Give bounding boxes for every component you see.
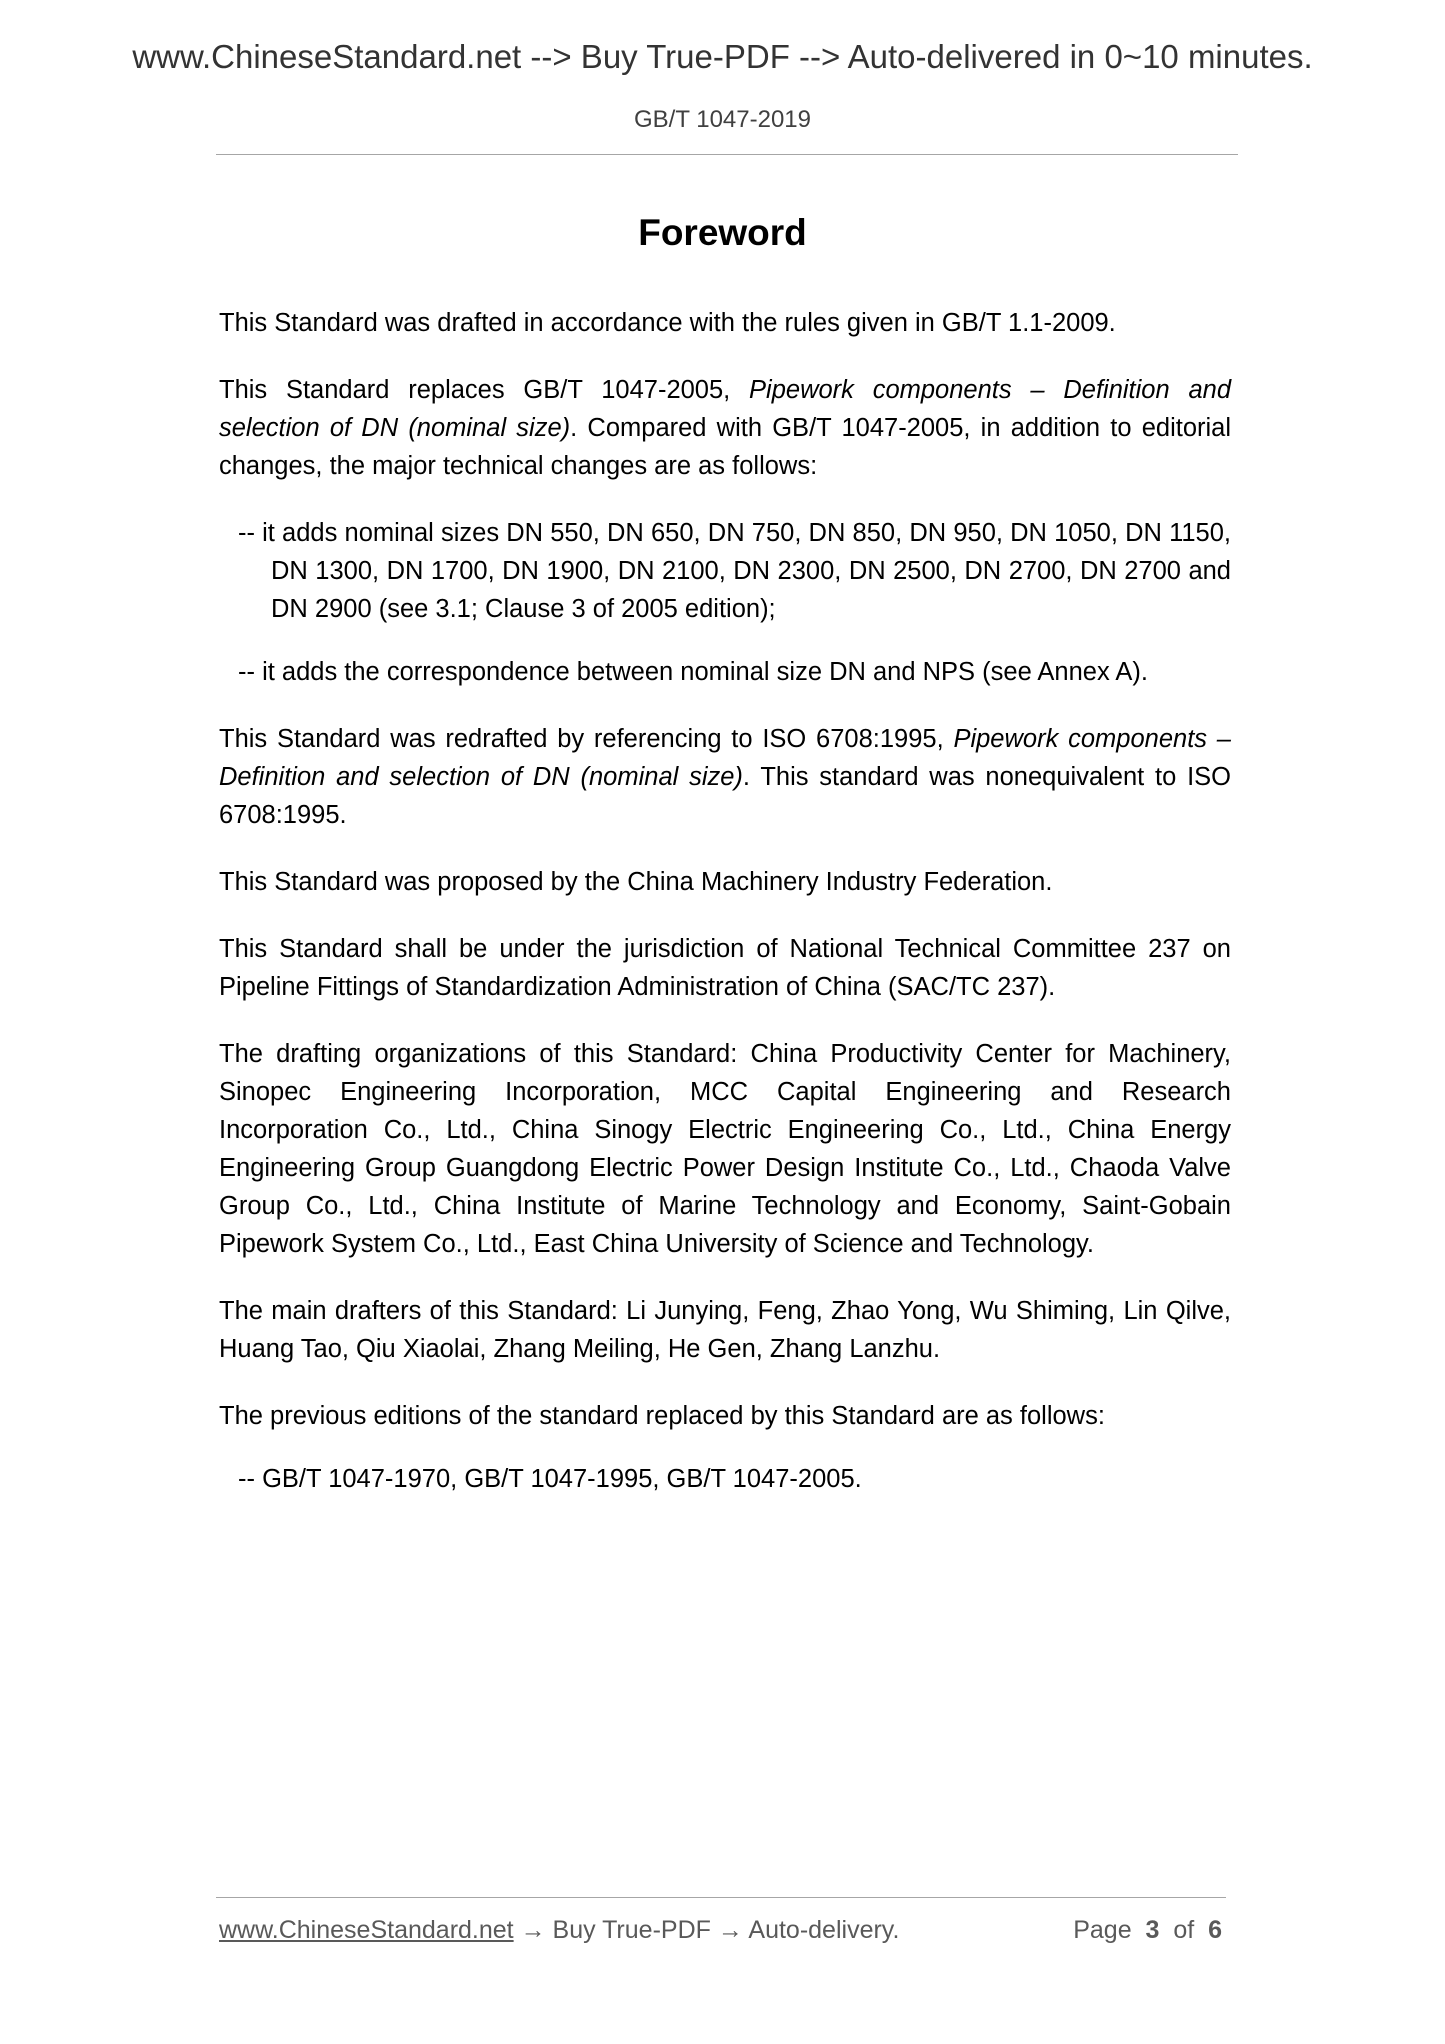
paragraph-previous-editions: The previous editions of the standard replaced by this Standard are as follows:: [219, 1402, 1105, 1430]
foreword-body: [219, 304, 1231, 1527]
paragraph-proposed: This Standard was proposed by the China Machinery Industry Federation.: [219, 868, 1053, 896]
italic-title: Pipework components – Definition and selection of DN (nominal size): [219, 376, 1232, 442]
paragraph-drafters: The main drafters of this Standard: Li Junying, Feng, Zhao Yong, Wu Shiming, Lin Qilve, Huang Tao, Qiu Xiaolai, Zhang Meiling, He Gen, Zhang Lanzhu.: [219, 1297, 1231, 1363]
text-run: . Compared with GB/T 1047-2005, in addition to editorial changes, the major technical changes are as follows:: [219, 414, 1232, 480]
page-label: Page: [1073, 1916, 1132, 1944]
italic-title: Pipework components – Definition and selection of DN (nominal size): [219, 725, 1231, 791]
footer-left: [219, 1916, 899, 1945]
footer-divider: [216, 1897, 1226, 1898]
list-item-correspondence: -- it adds the correspondence between nominal size DN and NPS (see Annex A).: [238, 658, 1148, 686]
footer-tagline: → Buy True-PDF → Auto-delivery.: [513, 1916, 900, 1944]
header-divider: [216, 154, 1238, 155]
page-title: Foreword: [638, 212, 807, 253]
list-item-nominal-sizes: -- it adds nominal sizes DN 550, DN 650, DN 750, DN 850, DN 950, DN 1050, DN 1150, DN 1300, DN 1700, DN 1900, DN 2100, DN 2300, DN 2500, DN 2700, DN 2700 and DN 2900 (see 3.1; Clause 3 of 2005 edition);: [238, 519, 1231, 623]
page-current: 3: [1145, 1916, 1160, 1944]
footer-website-link[interactable]: www.ChineseStandard.net: [219, 1916, 514, 1944]
text-run: This Standard was redrafted by referencing to ISO 6708:1995,: [219, 725, 954, 753]
page-total: 6: [1208, 1916, 1222, 1944]
top-banner: www.ChineseStandard.net --> Buy True-PDF --> Auto-delivered in 0~10 minutes.: [132, 38, 1313, 75]
text-run: This Standard replaces GB/T 1047-2005,: [219, 376, 750, 404]
document-code: GB/T 1047-2019: [633, 106, 811, 133]
paragraph-replaces: [219, 371, 1231, 485]
paragraph-drafting-organizations: The drafting organizations of this Standard: China Productivity Center for Machinery, Sinopec Engineering Incorporation, MCC Capital Engineering and Research Incorporation Co., Ltd., China Sinogy Electric Engineering Co., Ltd., China Energy Engineering Group Guangdong Electric Power Design Institute Co., Ltd., Chaoda Valve Group Co., Ltd., China Institute of Marine Technology and Economy, Saint-Gobain Pipework System Co., Ltd., East China University of Science and Technology.: [219, 1040, 1231, 1258]
paragraph-drafting-rules: This Standard was drafted in accordance with the rules given in GB/T 1.1-2009.: [219, 309, 1116, 337]
paragraph-redrafted: [219, 720, 1231, 834]
text-run: . This standard was nonequivalent to ISO 6708:1995.: [219, 763, 1231, 829]
page-number: [1073, 1916, 1222, 1945]
list-item-previous-editions: -- GB/T 1047-1970, GB/T 1047-1995, GB/T 1047-2005.: [238, 1465, 862, 1493]
page-of: of: [1173, 1916, 1195, 1944]
paragraph-jurisdiction: This Standard shall be under the jurisdiction of National Technical Committee 237 on Pipeline Fittings of Standardization Administration of China (SAC/TC 237).: [219, 935, 1231, 1001]
